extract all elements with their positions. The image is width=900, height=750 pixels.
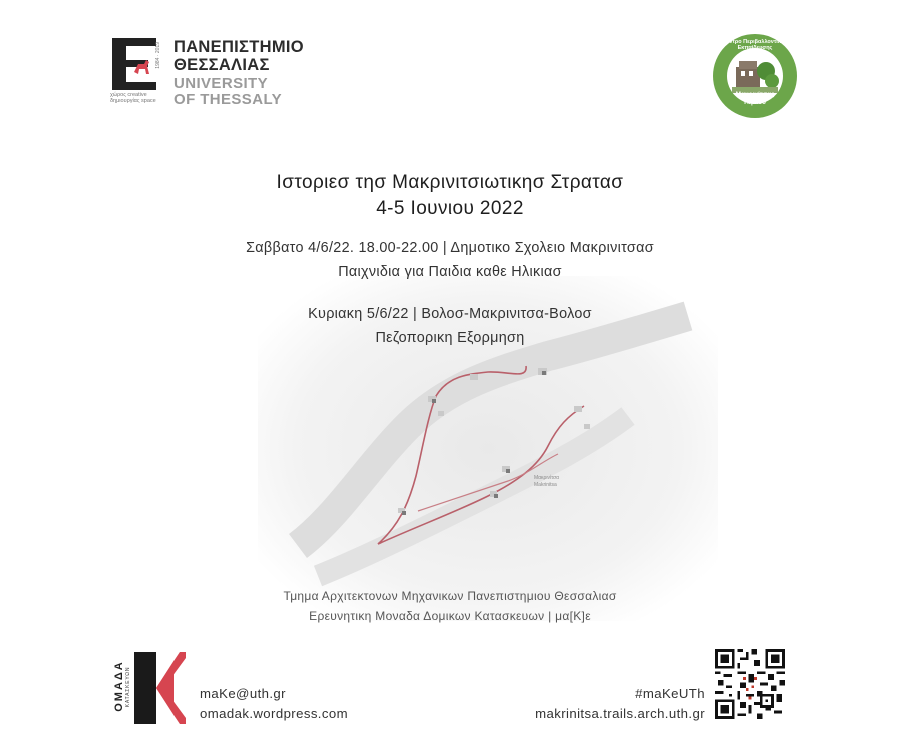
university-name-gr-2: ΘΕΣΣΑΛΙΑΣ xyxy=(174,56,270,74)
university-year-1: 1984 xyxy=(155,57,161,69)
university-year-2: 2019 xyxy=(155,42,161,54)
university-tag-1: χώρος xyxy=(110,92,126,98)
title-line-2: 4-5 Ιουνιου 2022 xyxy=(376,198,524,219)
university-tag-2: δημιουργίας xyxy=(110,98,140,104)
kpe-badge xyxy=(712,33,798,119)
omada-k-logo xyxy=(112,652,186,724)
event-saturday-line-2: Παιχνιδια για Παιδια καθε Ηλικιασ xyxy=(338,264,562,280)
title-line-1: Ιστοριεσ τησ Μακρινιτσιωτικησ Στρατασ xyxy=(276,172,624,193)
contact-hashtag[interactable]: #maKeUTh xyxy=(635,686,705,701)
event-saturday xyxy=(150,236,750,284)
university-tag-3: creative xyxy=(127,92,147,98)
university-name-en-2: OF THESSALY xyxy=(174,90,283,108)
credits xyxy=(200,586,700,626)
contact-left xyxy=(200,684,348,724)
qr-code-icon xyxy=(715,649,785,719)
kpe-region: Πηλίου xyxy=(744,99,766,106)
map-label: Μακρινίτσα xyxy=(534,475,560,481)
university-name-gr-1: ΠΑΝΕΠΙΣΤΗΜΙΟ xyxy=(174,38,304,56)
event-sunday xyxy=(150,302,750,350)
contact-trails-url[interactable]: makrinitsa.trails.arch.uth.gr xyxy=(535,706,705,721)
university-tag-4: space xyxy=(141,98,156,104)
credit-line-2: Ερευνητικη Μοναδα Δομικων Κατασκευων | μα[Κ]ε xyxy=(309,609,591,623)
contact-right xyxy=(470,684,705,724)
event-saturday-line-1: Σαββατο 4/6/22. 18.00-22.00 | Δημοτικο Σχολειο Μακρινιτσασ xyxy=(246,240,654,256)
letter-k-icon xyxy=(134,652,186,724)
credit-line-1: Τμημα Αρχιτεκτονων Μηχανικων Πανεπιστημιου Θεσσαλιασ xyxy=(283,589,617,603)
event-sunday-line-2: Πεζοπορικη Εξορμηση xyxy=(375,330,525,346)
event-sunday-line-1: Κυριακη 5/6/22 | Βολοσ-Μακρινιτσα-Βολοσ xyxy=(308,306,592,322)
university-logo: ΠΑΝΕΠΙΣΤΗΜΙΟ ΘΕΣΣΑΛΙΑΣ UNIVERSITY OF THESSALY 1984 · 2019 χώρος creative δημιουργίας space xyxy=(110,38,304,108)
contact-email[interactable]: maKe@uth.gr xyxy=(200,686,286,701)
omada-word: ΟΜΑΔΑ xyxy=(113,660,125,712)
kpe-ring-text: Κέντρο Περιβαλλοντικής Εκπαίδευσης xyxy=(722,39,788,51)
university-name-en-1: UNIVERSITY xyxy=(174,75,269,92)
qr-code[interactable] xyxy=(715,649,785,719)
event-title xyxy=(150,170,750,222)
kpe-name: Μακρινίτσας xyxy=(735,91,775,98)
contact-website[interactable]: omadak.wordpress.com xyxy=(200,706,348,721)
omada-sub: ΚΑΤΑΣΚΕΥΩΝ xyxy=(125,666,131,708)
map-label-2: Makrinitsa xyxy=(534,482,557,488)
